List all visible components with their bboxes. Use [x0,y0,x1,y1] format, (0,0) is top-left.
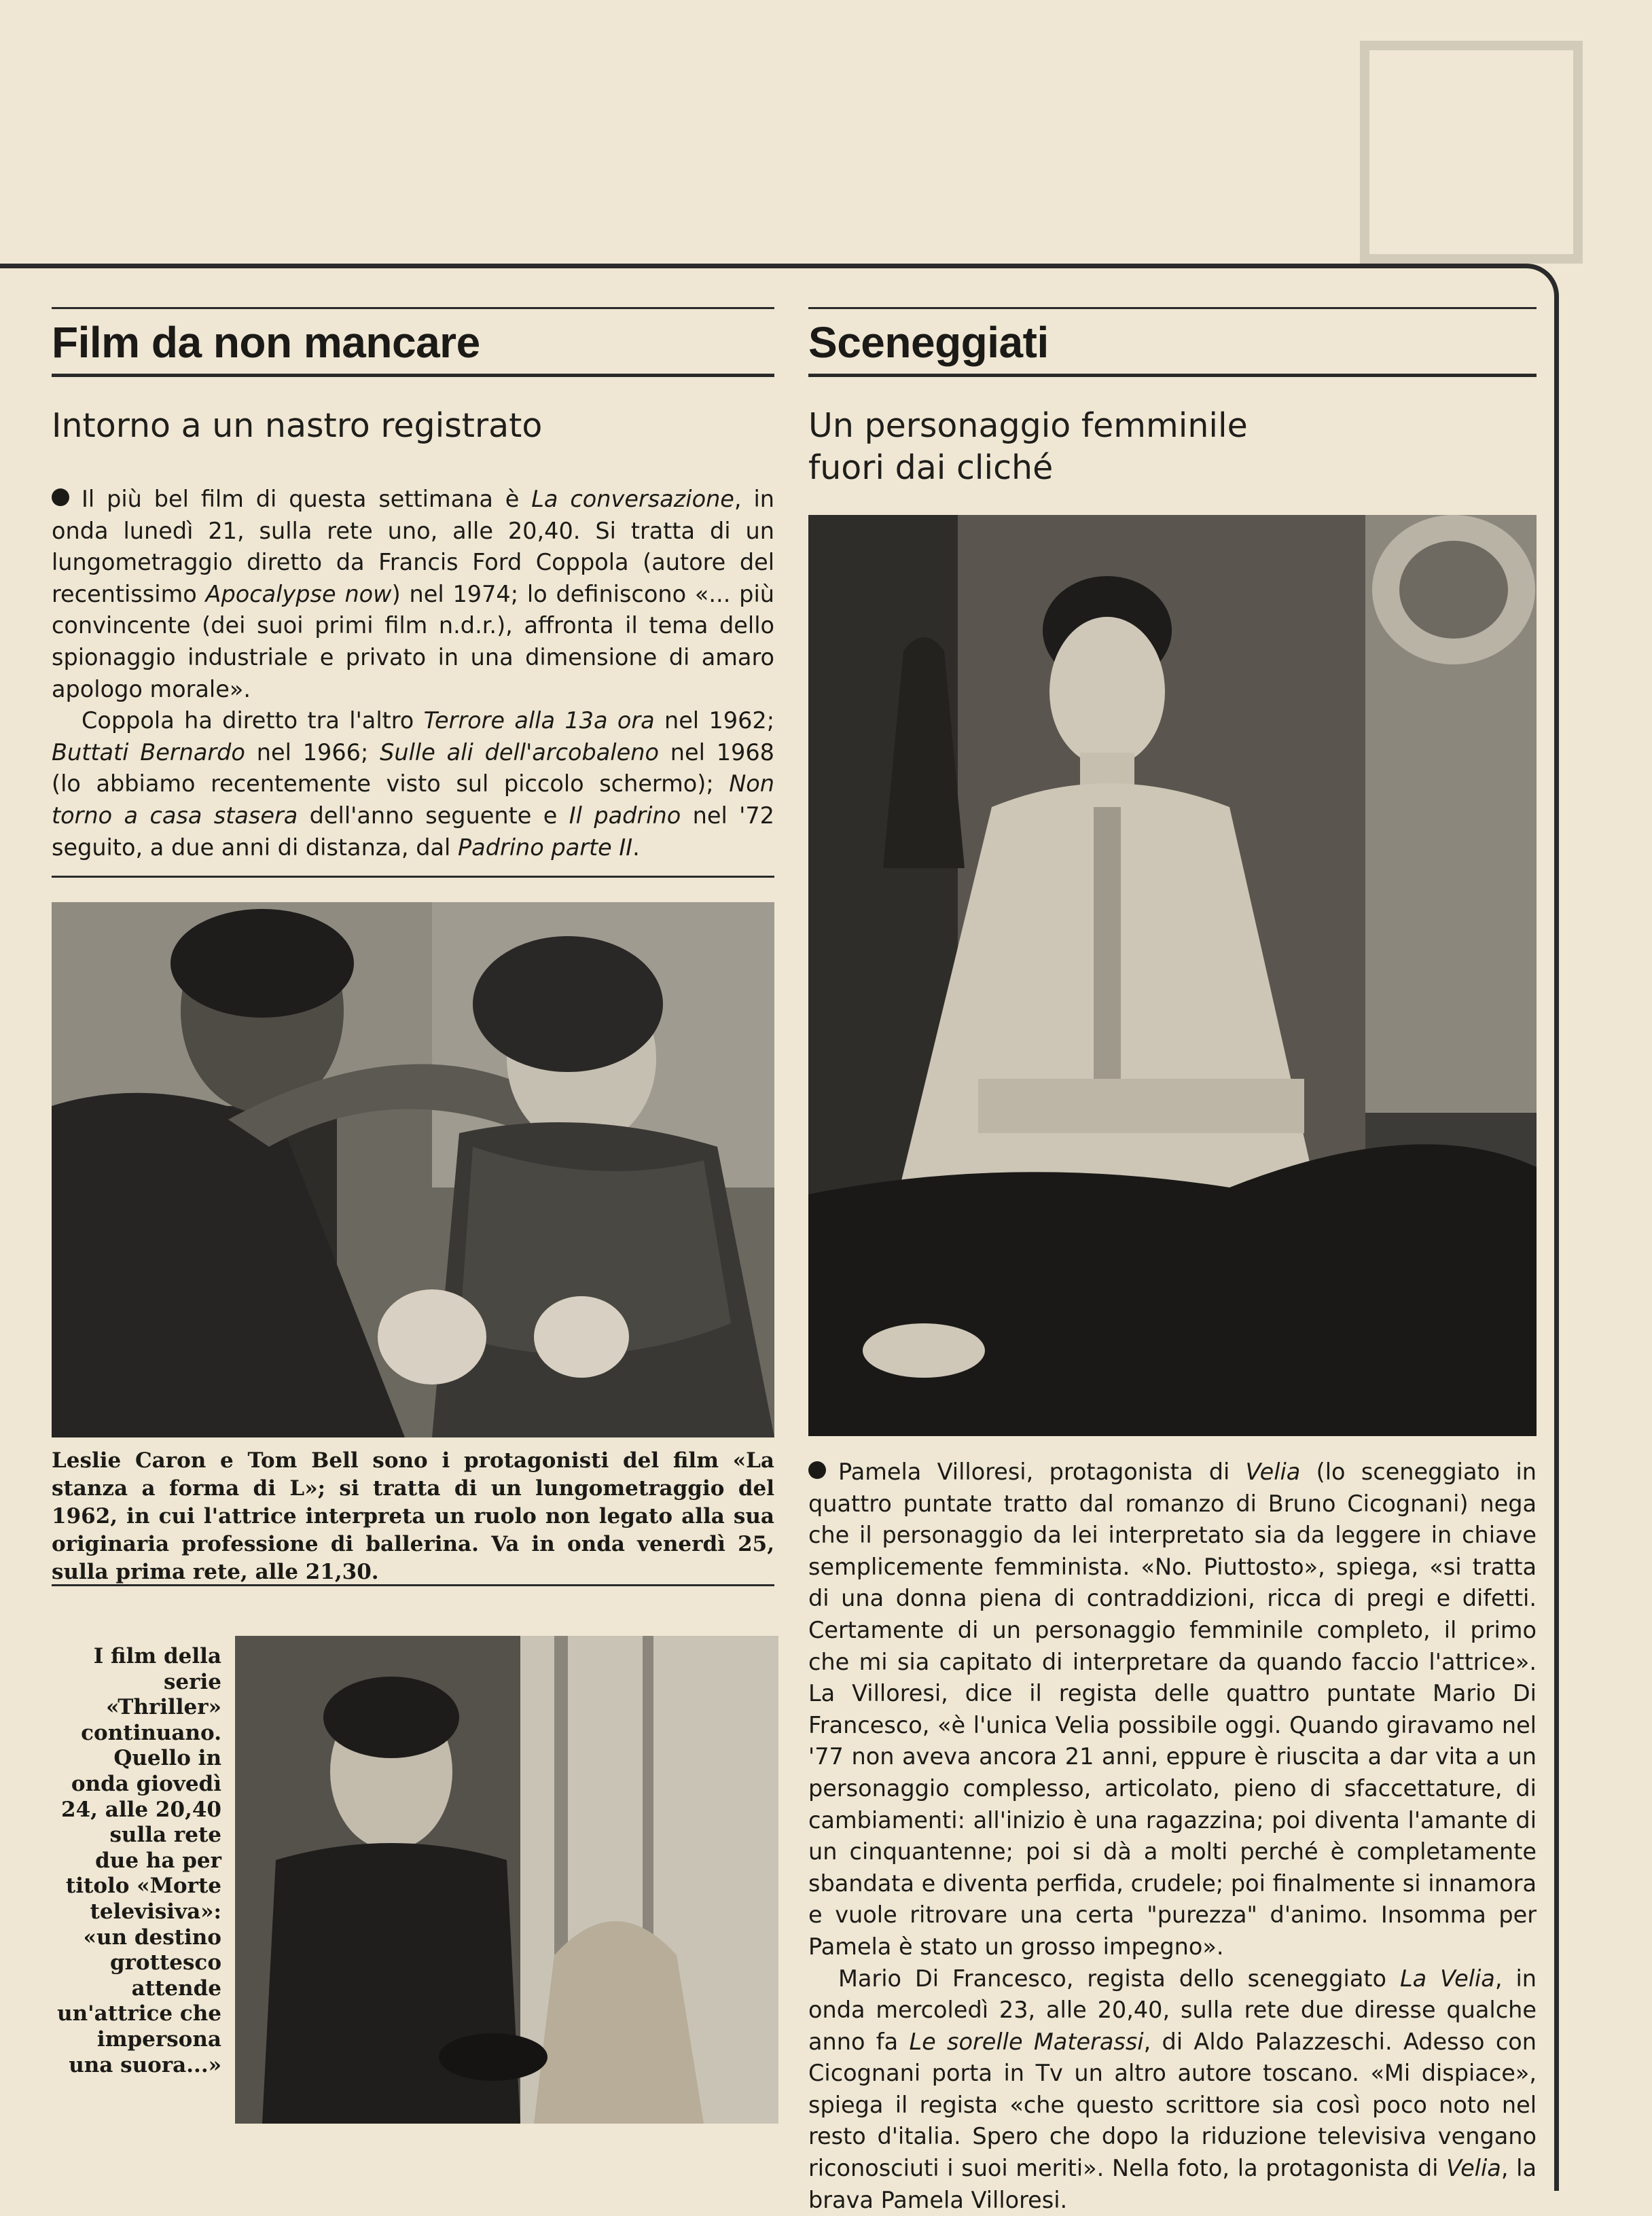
thriller-caption-line: sulla rete [52,1823,221,1848]
thriller-caption-line: attende [52,1976,221,2002]
text-run: nel 1966; [245,739,380,766]
left-mid-rule [52,876,774,878]
right-article-body [808,1457,1537,2216]
left-lower-rule [52,1584,774,1586]
text-run: Pamela Villoresi, protagonista di [838,1459,1246,1485]
italic-title-run: Le sorelle Materassi [909,2029,1143,2055]
text-run: nel 1962; [655,707,774,734]
thriller-caption-line: I film della [52,1644,221,1670]
right-paragraph-1 [808,1457,1537,1963]
right-subtitle [808,405,1248,489]
right-paragraph-2 [808,1963,1537,2216]
right-subtitle-line: Un personaggio femminile [808,405,1248,447]
thriller-caption-line: onda giovedì [52,1772,221,1798]
bleed-through-logo [1360,41,1583,264]
bullet-icon [52,488,69,506]
thriller-caption-line: «Thriller» [52,1695,221,1721]
text-run: , la brava Pamela Villoresi. [808,2155,1537,2213]
thriller-side-caption [52,1644,221,2078]
thriller-caption-line: «un destino [52,1925,221,1951]
italic-title-run: Il padrino [569,802,681,829]
thriller-caption-line: grottesco [52,1950,221,1976]
text-run: nel 1968 (lo abbiamo recentemente visto sul piccolo schermo); [52,739,774,798]
thriller-caption-line: televisiva»: [52,1899,221,1925]
left-section-title: Film da non mancare [52,315,480,370]
left-article-body [52,484,774,863]
text-run: Mario Di Francesco, regista dello sceneggiato [838,1965,1400,1992]
thriller-caption-line: una suora...» [52,2053,221,2079]
italic-title-run: Non torno a casa stasera [52,770,774,829]
thriller-caption-line: due ha per [52,1848,221,1874]
italic-title-run: La conversazione [531,486,734,512]
thriller-caption-line: continuano. [52,1721,221,1747]
italic-title-run: Velia [1446,2155,1501,2181]
left-top-rule [52,307,774,309]
text-run: , in onda mercoledì 23, alle 20,40, sulla rete due diresse qualche anno fa [808,1965,1537,2055]
italic-title-run: Padrino parte II [458,834,632,861]
photo-pamela-villoresi [808,515,1537,1436]
photo-caron-bell-caption: Leslie Caron e Tom Bell sono i protagonisti del film «La stanza a forma di L»; si tratta di un lungometraggio del 1962, in cui l'attrice interpreta un ruolo non legato alla sua originaria professione di ballerina. Va in onda venerdì 25, sulla prima rete, alle 21,30. [52,1447,774,1586]
italic-title-run: Apocalypse now [206,581,392,607]
bullet-icon [808,1461,826,1479]
text-run: Il più bel film di questa settimana è [82,486,531,512]
thriller-caption-line: Quello in [52,1746,221,1772]
text-run: , in onda lunedì 21, sulla rete uno, alle 20,40. Si tratta di un lungometraggio diretto da Francis Ford Coppola (autore del recentissimo [52,486,774,607]
text-run: , di Aldo Palazzeschi. Adesso con Cicognani porta in Tv un altro autore toscano. «Mi dispiace», spiega il regista «che questo scrittore sia così poco noto nel resto d'italia. Spero che dopo la riduzione televisiva vengano riconosciuti i suoi meriti». Nella foto, la protagonista di [808,2029,1537,2181]
right-title-rule [808,374,1537,377]
left-title-rule [52,374,774,377]
left-paragraph-1 [52,484,774,705]
photo-thriller [235,1636,778,2124]
photo-caron-bell [52,902,774,1437]
text-run: . [632,834,640,861]
italic-title-run: Buttati Bernardo [52,739,245,766]
text-run: (lo sceneggiato in quattro puntate tratto dal romanzo di Bruno Cicognani) nega che il personaggio da lei interpretato sia da leggere in chiave semplicemente femminista. «No. Piuttosto», spiega, «si tratta di una donna piena di contraddizioni, ricca di pregi e difetti. Certamente di un personaggio femminile completo, il primo che mi sia capitato di interpretare da quando faccio l'attrice». La Villoresi, dice il regista delle quattro puntate Mario Di Francesco, «è l'unica Velia possibile oggi. Quando giravamo nel '77 non aveva ancora 21 anni, eppure è riuscita a dar vita a un personaggio complesso, articolato, pieno di sfaccettature, di cambiamenti: all'inizio è una ragazzina; poi diventa l'amante di un cinquantenne; poi si dà a molti perché è completamente sbandata e diventa perfida, crudele; poi finalmente si innamora e vuole ritrovare una certa "purezza" d'animo. Insomma per Pamela è stato un grosso impegno». [808,1459,1537,1960]
text-run: ) nel 1974; lo definiscono «... più convincente (dei suoi primi film n.d.r.), affronta il tema dello spionaggio industriale e privato in una dimensione di amaro apologo morale». [52,581,774,702]
right-subtitle-line: fuori dai cliché [808,447,1248,489]
right-top-rule [808,307,1537,309]
thriller-caption-line: impersona [52,2027,221,2053]
thriller-caption-line: 24, alle 20,40 [52,1798,221,1823]
thriller-caption-line: titolo «Morte [52,1874,221,1899]
bleed-through-header [802,27,1583,251]
thriller-caption-line: serie [52,1670,221,1696]
text-run: Coppola ha diretto tra l'altro [82,707,424,734]
italic-title-run: Velia [1246,1459,1301,1485]
right-section-title: Sceneggiati [808,315,1049,370]
italic-title-run: La Velia [1400,1965,1495,1992]
left-subtitle: Intorno a un nastro registrato [52,405,542,447]
italic-title-run: Sulle ali dell'arcobaleno [380,739,659,766]
text-run: nel '72 seguito, a due anni di distanza, dal [52,802,774,861]
left-paragraph-2 [52,705,774,863]
text-run: dell'anno seguente e [298,802,569,829]
italic-title-run: Terrore alla 13a ora [424,707,655,734]
thriller-caption-line: un'attrice che [52,2001,221,2027]
